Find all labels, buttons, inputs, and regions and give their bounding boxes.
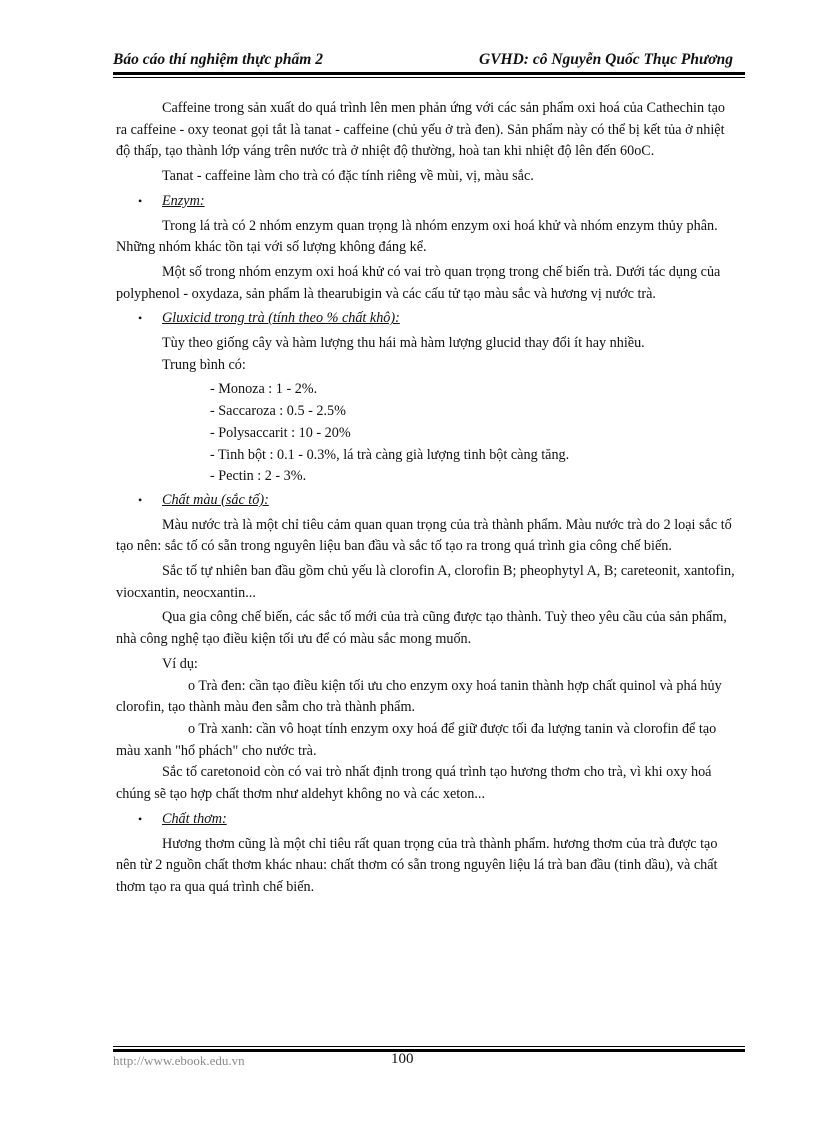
paragraph-aroma: Hương thơm cũng là một chỉ tiêu rất quan trọng của trà thành phẩm. hương thơm của trà được tạo nên từ 2 nguồn chất thơm khác nhau: chất thơm có sẵn trong nguyên liệu lá trà ban đầu (tinh dầu), và chất thơm tạo ra qua quá trình chế biến.	[116, 835, 718, 895]
page-header	[113, 49, 745, 73]
heading-aroma	[116, 809, 738, 831]
header-title: Báo cáo thí nghiệm thực phẩm 2	[113, 51, 323, 68]
list-item: - Tinh bột : 0.1 - 0.3%, lá trà càng già lượng tinh bột càng tăng.	[210, 446, 570, 463]
footer-rule-thick	[113, 1049, 745, 1052]
example-black-tea: o Trà đen: cần tạo điều kiện tối ưu cho enzym oxy hoá tanin thành hợp chất quinol và phá hủy clorofin, tạo thành màu đen sẫm cho trà thành phẩm.	[116, 677, 722, 716]
bullet-icon: •	[138, 811, 143, 826]
footer-rule-thin	[113, 1046, 745, 1047]
paragraph-average: Trung bình có:	[162, 356, 246, 373]
heading-text: Gluxicid trong trà (tính theo % chất khô):	[162, 310, 400, 327]
footer-url-link[interactable]: http://www.ebook.edu.vn	[113, 1053, 245, 1068]
paragraph-glucid: Tùy theo giống cây và hàm lượng thu hái mà hàm lượng glucid thay đổi ít hay nhiều.	[162, 335, 645, 352]
list-item: - Polysaccarit : 10 - 20%	[210, 424, 351, 441]
example-green-tea: o Trà xanh: cần vô hoạt tính enzym oxy hoá để giữ được tối đa lượng tanin và clorofin để tạo màu xanh "hổ phách" cho nước trà.	[116, 720, 717, 759]
header-rule-thick	[113, 72, 745, 75]
header-instructor: GVHD: cô Nguyễn Quốc Thục Phương	[479, 51, 733, 68]
list-item: - Pectin : 2 - 3%.	[210, 468, 307, 485]
bullet-icon: •	[138, 193, 143, 208]
paragraph-example-label: Ví dụ:	[162, 655, 198, 672]
paragraph-carotenoid: Sắc tố caretonoid còn có vai trò nhất định trong quá trình tạo hương thơm cho trà, vì khi oxy hoá chúng sẽ tạo hợp chất thơm như aldehyt không no và các xeton...	[116, 764, 712, 803]
paragraph-enzym-groups: Trong lá trà có 2 nhóm enzym quan trọng là nhóm enzym oxi hoá khử và nhóm enzym thủy phân. Những nhóm khác tồn tại với số lượng không đáng kể.	[116, 217, 718, 256]
page-number: 100	[391, 1051, 414, 1067]
bullet-icon: •	[138, 492, 143, 507]
paragraph-processing: Qua gia công chế biến, các sắc tố mới của trà cũng được tạo thành. Tuỳ theo yêu cầu của sản phẩm, nhà công nghệ tạo điều kiện tối ưu để có màu sắc mong muốn.	[116, 609, 727, 648]
bullet-icon: •	[138, 311, 143, 326]
heading-text: Chất màu (sắc tố):	[162, 491, 269, 508]
heading-text: Chất thơm:	[162, 810, 227, 827]
paragraph-caffeine: Caffeine trong sản xuất do quá trình lên men phản ứng với các sản phẩm oxi hoá của Cathechin tạo ra caffeine - oxy teonat gọi tắt là tanat - caffeine (chủ yếu ở trà đen). Sản phẩm này có thể bị kết tủa ở nhiệt độ thấp, tạo thành lớp váng trên nước trà ở nhiệt độ thường, hoà tan khi nhiệt độ lên đến 60oC.	[116, 100, 725, 160]
header-rule-thin	[113, 77, 745, 78]
paragraph-tea-color: Màu nước trà là một chỉ tiêu cảm quan quan trọng của trà thành phẩm. Màu nước trà do 2 loại sắc tố tạo nên: sắc tố có sẵn trong nguyên liệu ban đầu và sắc tố tạo ra trong quá trình gia công chế biến.	[116, 516, 732, 555]
paragraph-enzym-role: Một số trong nhóm enzym oxi hoá khử có vai trò quan trọng trong chế biến trà. Dưới tác dụng của polyphenol - oxydaza, sản phẩm là thearubigin và các cấu tử tạo màu sắc và hương vị nước trà.	[116, 263, 721, 302]
paragraph-tanat: Tanat - caffeine làm cho trà có đặc tính riêng về mùi, vị, màu sắc.	[162, 168, 534, 185]
heading-text: Enzym:	[162, 192, 205, 209]
heading-gluxicid	[116, 308, 738, 330]
paragraph-natural-pigments: Sắc tố tự nhiên ban đầu gồm chủ yếu là clorofin A, clorofin B; pheophytyl A, B; careteonit, xantofin, viocxantin, neocxantin...	[116, 563, 735, 601]
list-item: - Saccaroza : 0.5 - 2.5%	[210, 403, 346, 420]
heading-enzym	[116, 191, 738, 213]
heading-color	[116, 490, 738, 512]
page-body	[116, 98, 738, 902]
list-item: - Monoza : 1 - 2%.	[210, 381, 318, 398]
